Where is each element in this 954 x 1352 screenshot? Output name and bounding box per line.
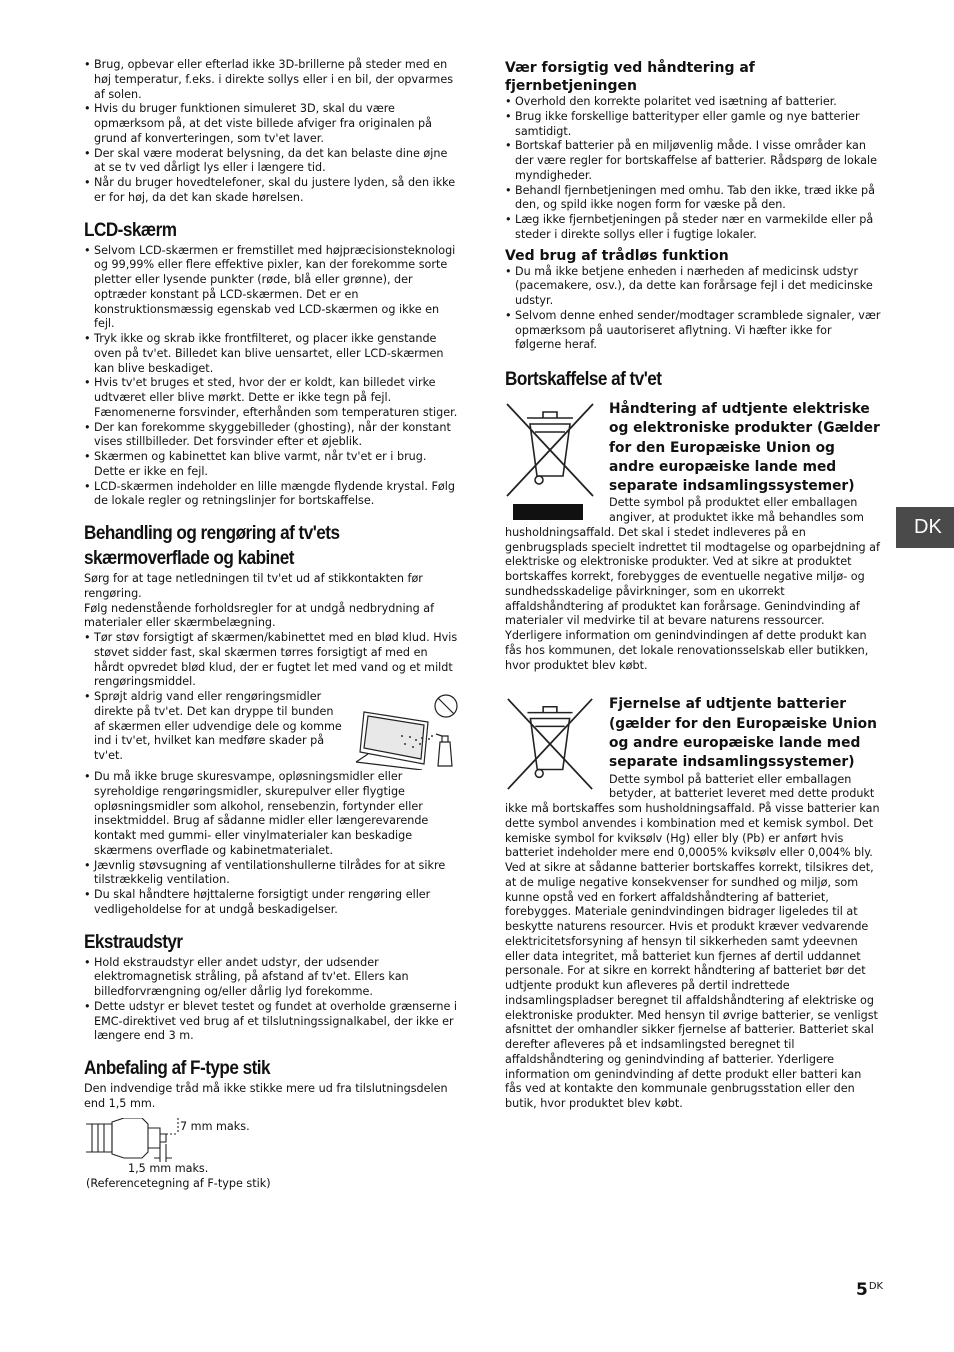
page-number bbox=[856, 1280, 883, 1300]
ftype-caption: (Referencetegning af F-type stik) bbox=[86, 1176, 271, 1190]
lcd-heading: LCD-skærm bbox=[84, 218, 177, 241]
list-item: • Dette udstyr er blevet testet og fundet at overholde grænserne i EMC-direktivet ved brug af et tilslutningssignalkabel, der ikke er længere end 3 m. bbox=[84, 1000, 460, 1044]
ftype-heading: Anbefaling af F-type stik bbox=[84, 1057, 271, 1079]
list-item: • Der kan forekomme skyggebilleder (ghosting), når der konstant vises stillbilleder. Det forsvinder efter et øjeblik. bbox=[84, 421, 460, 451]
list-item: • Tør støv forsigtigt af skærmen/kabinettet med en blød klud. Hvis støvet sidder fast, skal skærmen tørres forsigtigt af med en hårdt opvredet blød klud, der er fugtet let med vand og et mildt rengøringsmiddel. bbox=[84, 631, 460, 690]
language-tab: DK bbox=[896, 507, 954, 548]
ext-heading: Ekstraudstyr bbox=[84, 930, 183, 953]
list-item: • Tryk ikke og skrab ikke frontfilteret, og placer ikke genstande oven på tv'et. Billedet kan blive uensartet, eller LCD-skærmen kan blive beskadiget. bbox=[84, 332, 460, 376]
tv-spray-illustration bbox=[350, 692, 460, 770]
ftype-connector-drawing bbox=[84, 1118, 184, 1164]
list-item: • LCD-skærmen indeholder en lille mængde flydende krystal. Følg de lokale regler og retningslinjer for bortskaffelse. bbox=[84, 480, 460, 510]
list-item: • Hold ekstraudstyr eller andet udstyr, der udsender elektromagnetisk stråling, på afstand af tv'et. Ellers kan billedforvrængning og/eller dårlig lyd forekomme. bbox=[84, 956, 460, 1000]
lcd-bullet-list bbox=[84, 244, 460, 510]
page-number-value: 5 bbox=[856, 1280, 868, 1300]
list-item: • Der skal være moderat belysning, da det kan belaste dine øjne at se tv ved dårligt lys eller i længere tid. bbox=[84, 147, 460, 177]
remote-heading: Vær forsigtig ved håndtering af fjernbetjeningen bbox=[505, 60, 755, 94]
list-item: • Skærmen og kabinettet kan blive varmt, når tv'et er i brug. Dette er ikke en fejl. bbox=[84, 450, 460, 480]
list-item: • Når du bruger hovedtelefoner, skal du justere lyden, så den ikke er for høj, da det kan skade hørelsen. bbox=[84, 176, 460, 206]
list-item: • Du må ikke betjene enheden i nærheden af medicinsk udstyr (pacemakere, osv.), da dette kan forårsage fejl i det medicinske udstyr. bbox=[505, 265, 881, 309]
list-item: • Hvis tv'et bruges et sted, hvor der er koldt, kan billedet virke udtværet eller blive mørkt. Dette er ikke tegn på fejl. Fænomenerne forsvinder, efterhånden som temperaturen stiger. bbox=[84, 376, 460, 420]
wireless-bullet-list bbox=[505, 265, 881, 354]
weee-heading: Håndtering af udtjente elektriske og elektroniske produkter (Gælder for den Europæiske Union og andre europæiske lande med separate indsamlingssystemer) bbox=[609, 401, 880, 495]
battery-heading: Fjernelse af udtjente batterier (gælder for den Europæiske Union og andre europæiske lande med separate indsamlingssystemer) bbox=[609, 696, 877, 771]
crossed-bin-icon bbox=[505, 695, 595, 793]
ext-bullet-list bbox=[84, 956, 460, 1045]
care-heading bbox=[84, 521, 454, 571]
ftype-figure bbox=[84, 1118, 460, 1202]
list-item: • Overhold den korrekte polaritet ved isætning af batterier. bbox=[505, 95, 881, 110]
ftype-label-7mm: 7 mm maks. bbox=[180, 1119, 250, 1133]
list-item: • Selvom denne enhed sender/modtager scramblede signaler, vær opmærksom på uautoriseret aflytning. Vi hæfter ikke for følgerne heraf. bbox=[505, 309, 881, 353]
list-item: • Selvom LCD-skærmen er fremstillet med højpræcisionsteknologi og 99,99% eller flere effektive pixler, kan der forekomme sorte pletter eller lysende punkter (røde, blå eller grønne), der optræder konstant på LCD-skærmen. Det er en konstruktionsmæssig egenskab ved LCD-skærmen og ikke en fejl. bbox=[84, 244, 460, 333]
weee-block bbox=[505, 400, 881, 673]
list-item: • Brug, opbevar eller efterlad ikke 3D-brillerne på steder med en høj temperatur, f.eks. i direkte sollys eller i en bil, der opvarmes af solen. bbox=[84, 58, 460, 102]
care-heading-line1: Behandling og rengøring af tv'ets bbox=[84, 522, 340, 544]
care-bullet-list bbox=[84, 631, 460, 918]
weee-text: Dette symbol på produktet eller emballagen angiver, at produktet ikke må behandles som husholdningsaffald. Det skal i stedet indleveres på en genbrugsplads specielt indrettet til modtagelse og oparbejdning af elektriske og elektroniske produkter. Ved at sikre at produktet bortskaffes korrekt, forebygges de eventuelle negative miljø- og sundhedsskadelige påvirkninger, som en ukorrekt affaldshåndtering af produktet kan forårsage. Genindvinding af materialer vil medvirke til at bevare naturens ressourcer. Yderligere information om genindvindingen af dette produkt kan fås hos kommunen, det lokale renovationsselskab eller butikken, hvor produktet blev købt. bbox=[505, 496, 880, 672]
list-item bbox=[84, 690, 460, 764]
disposal-heading: Bortskaffelse af tv'et bbox=[505, 368, 662, 390]
list-item: • Hvis du bruger funktionen simuleret 3D, skal du være opmærksom på, at det viste billede afviger fra originalen på grund af konverteringen, som tv'et laver. bbox=[84, 102, 460, 146]
list-item: • Du må ikke bruge skuresvampe, opløsningsmidler eller syreholdige rengøringsmidler, skurepulver eller flygtige opløsningsmidler som alkohol, rensebenzin, fortynder eller insektmiddel. Brug af sådanne midler eller længerevarende kontakt med gummi- eller vinylmaterialer kan beskadige skærmens overflade og kabinetmaterialet. bbox=[84, 770, 460, 859]
care-heading-line2: skærmoverflade og kabinet bbox=[84, 547, 294, 569]
care-paragraph-1: Sørg for at tage netledningen til tv'et ud af stikkontakten før rengøring. bbox=[84, 572, 423, 600]
list-item: • Jævnlig støvsugning af ventilationshullerne tilrådes for at sikre tilstrækkelig ventilation. bbox=[84, 859, 460, 889]
list-item: • Bortskaf batterier på en miljøvenlig måde. I visse områder kan der være regler for bortskaffelse af batterier. Rådspørg de lokale myndigheder. bbox=[505, 139, 881, 183]
list-item-text: Sprøjt aldrig vand eller rengøringsmidler direkte på tv'et. Det kan dryppe til bunden af skærmen eller udvendige dele og komme ind i tv'et, hvilket kan medføre skader på tv'et. bbox=[94, 690, 342, 762]
right-column bbox=[505, 58, 881, 1112]
remote-bullet-list bbox=[505, 95, 881, 243]
ftype-label-1-5mm: 1,5 mm maks. bbox=[128, 1161, 209, 1175]
list-item: • Behandl fjernbetjeningen med omhu. Tab den ikke, træd ikke på den, og spild ikke nogen form for væske på den. bbox=[505, 184, 881, 214]
care-paragraph-2: Følg nedenstående forholdsregler for at undgå nedbrydning af materialer eller skærmbelægning. bbox=[84, 601, 435, 630]
list-item: • Brug ikke forskellige batterityper eller gamle og nye batterier samtidigt. bbox=[505, 110, 881, 140]
battery-block bbox=[505, 695, 881, 1111]
page-number-suffix: DK bbox=[868, 1281, 884, 1292]
list-item: • Læg ikke fjernbetjeningen på steder nær en varmekilde eller på steder i direkte sollys eller i fugtige lokaler. bbox=[505, 213, 881, 243]
left-column bbox=[84, 58, 460, 1202]
ftype-paragraph: Den indvendige tråd må ikke stikke mere ud fra tilslutningsdelen end 1,5 mm. bbox=[84, 1082, 448, 1110]
list-item: • Du skal håndtere højttalerne forsigtigt under rengøring eller vedligeholdelse for at undgå beskadigelser. bbox=[84, 888, 460, 918]
battery-text: Dette symbol på batteriet eller emballagen betyder, at batteriet leveret med dette produkt ikke må bortskaffes som husholdningsaffald. På visse batterier kan dette symbol anvendes i kombination med et kemisk symbol. Det kemiske symbol for kviksølv (Hg) eller bly (Pb) er anført hvis batteriet indeholder mere end 0,0005% kviksølv eller 0,004% bly. Ved at sikre at sådanne batterier bortskaffes korrekt, tilsikres det, at de mulige negative konsekvenser for sundhed og miljø, som kunne opstå ved en forkert affaldshåndtering af batteriet, forebygges. Materiale genindvindingen bidrager ligeledes til at beskytte naturens resourcer. Hvis et produkt kræver vedvarende elektricitetsforsyning af hensyn til sikkerheden samt ydeevnen eller data integritet, må batteriet kun fjernes af dertil uddannet personale. For at sikre en korrekt håndtering af batteriet bør det udtjente produkt kun afleveres på dertil indrettede indsamlingspladser beregnet til affaldshåndtering af elektriske og elektroniske produkter. Med hensyn til øvrige batterier, se venligst afsnittet der omhandler sikker fjernelse af batterier. Batteriet skal derefter afleveres på et indsamlingsted beregnet til affaldshåndtering og genindvinding af batterier. Yderligere information om genindvinding af dette produkt eller batteri kan fås ved at kontakte den kommunale genbrugsstation eller den butik, hvor produktet blev købt. bbox=[505, 772, 880, 1111]
crossed-bin-icon bbox=[505, 400, 595, 520]
wireless-heading: Ved brug af trådløs funktion bbox=[505, 247, 729, 264]
intro-bullet-list bbox=[84, 58, 460, 206]
